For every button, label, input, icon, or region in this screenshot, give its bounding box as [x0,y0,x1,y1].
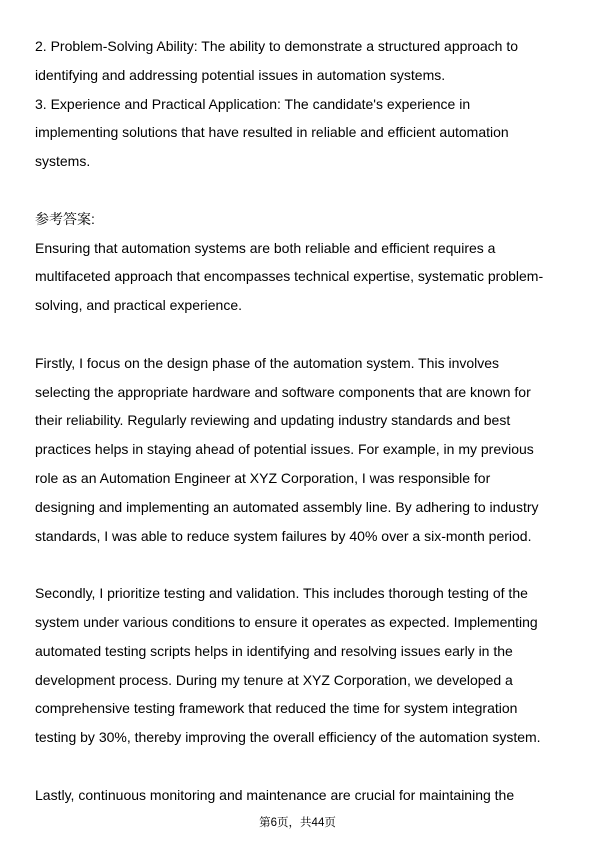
text-line: Secondly, I prioritize testing and validation. This includes thorough testing of the [35,585,528,602]
text-line: Lastly, continuous monitoring and maintenance are crucial for maintaining the [35,786,515,803]
text-line: systems. [35,153,91,170]
text-line: designing and implementing an automated assembly line. By adhering to industry [35,498,539,515]
paragraph [35,349,565,551]
text-line: solving, and practical experience. [35,297,243,314]
paragraph [35,579,565,752]
text-line: automated testing scripts helps in identifying and resolving issues early in the [35,642,513,659]
text-line: 参考答案: [35,210,95,227]
text-line: comprehensive testing framework that reduced the time for system integration [35,700,518,717]
text-line: selecting the appropriate hardware and software components that are known for [35,383,531,400]
page-number-footer: 第6页，共44页 [259,817,336,829]
text-line: identifying and addressing potential issues in automation systems. [35,66,446,83]
text-line: testing by 30%, thereby improving the overall efficiency of the automation system. [35,729,541,746]
text-line: 2. Problem-Solving Ability: The ability to demonstrate a structured approach to [35,38,518,54]
text-line: development process. During my tenure at XYZ Corporation, we developed a [35,671,513,688]
text-line: implementing solutions that have resulted in reliable and efficient automation [35,124,509,141]
paragraph-spacer [35,550,565,579]
document-body [35,32,565,810]
text-line: system under various conditions to ensure it operates as expected. Implementing [35,613,538,630]
text-line: 3. Experience and Practical Application: The candidate's experience in [35,95,471,112]
text-line: standards, I was able to reduce system failures by 40% over a six-month period. [35,527,532,544]
paragraph [35,32,565,176]
text-line: Firstly, I focus on the design phase of the automation system. This involves [35,354,500,371]
paragraph [35,781,565,810]
text-line: their reliability. Regularly reviewing and updating industry standards and best [35,412,511,429]
text-line: role as an Automation Engineer at XYZ Corporation, I was responsible for [35,469,491,486]
paragraph-spacer [35,320,565,349]
text-line: Ensuring that automation systems are both reliable and efficient requires a [35,239,496,256]
paragraph-spacer [35,752,565,781]
paragraph [35,205,565,320]
paragraph-spacer [35,176,565,205]
text-line: practices helps in staying ahead of potential issues. For example, in my previous [35,441,534,458]
text-line: multifaceted approach that encompasses technical expertise, systematic problem- [35,268,544,285]
